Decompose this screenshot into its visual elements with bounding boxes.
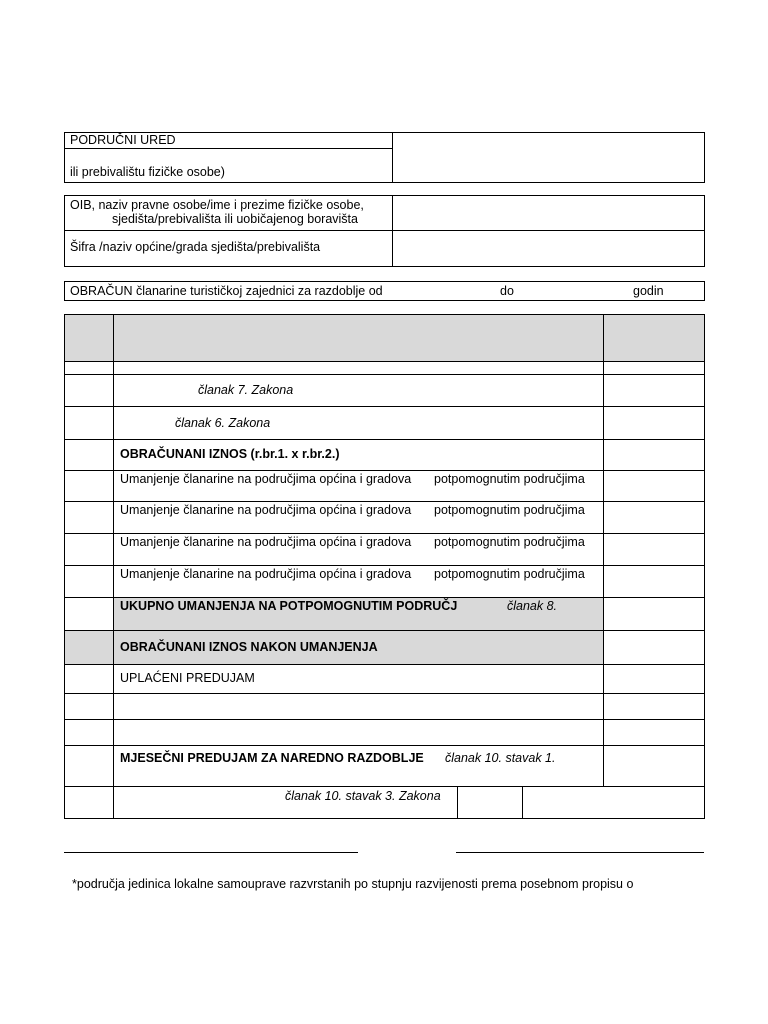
amount-cell[interactable] [458,787,522,818]
signature-line-left[interactable] [64,852,358,853]
amount-cell[interactable] [604,407,704,439]
sifra-label: Šifra /naziv općine/grada sjedišta/prebivališta [70,240,321,254]
row-ukupno-umanjenja: UKUPNO UMANJENJA NA POTPOMOGNUTIM PODRUČJ [120,599,458,613]
amount-cell[interactable] [604,375,704,406]
amount-cell[interactable] [604,720,704,745]
podrucni-ured-input[interactable] [393,133,704,182]
amount-cell[interactable] [604,746,704,786]
amount-cell[interactable] [604,598,704,630]
row-clanak10-stavak3: članak 10. stavak 3. Zakona [285,789,441,803]
footnote: *područja jedinica lokalne samouprave razvrstanih po stupnju razvijenosti prema posebnom propisu o [72,877,634,891]
row-umanjenje-1-suffix: potpomognutim područjima [434,472,585,486]
row-obracunani-iznos: OBRAČUNANI IZNOS (r.br.1. x r.br.2.) [120,447,340,461]
amount-cell[interactable] [604,694,704,719]
col-sep-1 [113,314,114,819]
podrucni-ured-label: PODRUČNI URED [70,133,176,147]
row-mjesecni-predujam: MJESEČNI PREDUJAM ZA NAREDNO RAZDOBLJE [120,751,424,765]
amount-cell[interactable] [604,566,704,597]
row-ukupno-clanak: članak 8. [507,599,558,613]
row-umanjenje-3: Umanjenje članarine na područjima općina i gradova [120,535,412,549]
amount-cell[interactable] [604,440,704,470]
signature-line-right[interactable] [456,852,704,853]
amount-cell[interactable] [604,631,704,664]
row-mjesecni-clanak: članak 10. stavak 1. [445,751,556,765]
amount-cell[interactable] [604,665,704,693]
prebivaliste-label: ili prebivalištu fizičke osobe) [70,165,225,179]
row-umanjenje-1: Umanjenje članarine na područjima općina i gradova [120,472,412,486]
period-label: OBRAČUN članarine turističkoj zajednici za razdoblje od [70,284,383,298]
row-umanjenje-2-suffix: potpomognutim područjima [434,503,585,517]
row-umanjenje-3-suffix: potpomognutim područjima [434,535,585,549]
podrucni-ured-rule [64,148,392,149]
amount-cell[interactable] [523,787,704,818]
amount-cell[interactable] [604,534,704,565]
row-clanak7: članak 7. Zakona [198,383,294,397]
row-line [64,361,705,362]
row-umanjenje-2: Umanjenje članarine na područjima općina i gradova [120,503,412,517]
row-iznos-nakon-umanjenja: OBRAČUNANI IZNOS NAKON UMANJENJA [120,640,378,654]
oib-label-line2: sjedišta/prebivališta ili uobičajenog boravišta [112,212,358,226]
row-clanak6: članak 6. Zakona [175,416,271,430]
row-uplaceni-predujam: UPLAĆENI PREDUJAM [120,671,255,685]
row-umanjenje-4: Umanjenje članarine na područjima općina i gradova [120,567,412,581]
oib-input[interactable] [393,196,704,230]
amount-cell[interactable] [604,502,704,533]
period-godina-label: godin [633,284,664,298]
amount-cell[interactable] [604,471,704,501]
sifra-input[interactable] [393,231,704,266]
row-umanjenje-4-suffix: potpomognutim područjima [434,567,585,581]
period-do-label: do [500,284,514,298]
oib-label-line1: OIB, naziv pravne osobe/ime i prezime fizičke osobe, [70,198,364,212]
